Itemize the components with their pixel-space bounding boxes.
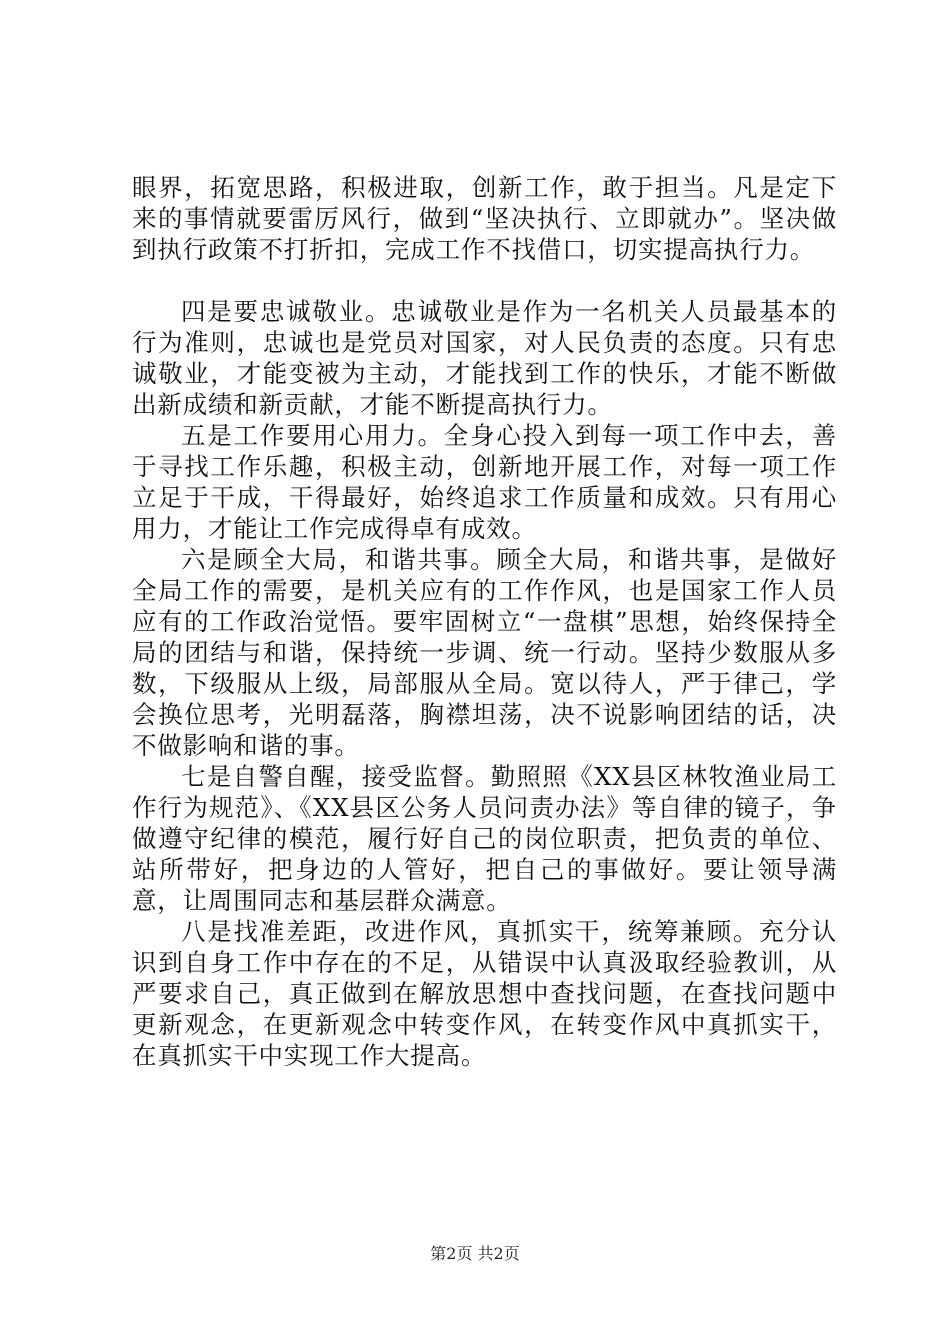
paragraph-loyalty: 四是要忠诚敬业。忠诚敬业是作为一名机关人员最基本的行为准则，忠诚也是党员对国家，对人民负责的态度。只有忠诚敬业，才能变被为主动，才能找到工作的快乐，才能不断做出新成绩和新贡献，才能不断提高执行力。 <box>132 297 837 419</box>
paragraph-continuation: 眼界，拓宽思路，积极进取，创新工作，敢于担当。凡是定下来的事情就要雷厉风行，做到“坚决执行、立即就办”。坚决做到执行政策不打折扣，完成工作不找借口，切实提高执行力。 <box>132 173 837 264</box>
paragraph-dedication: 五是工作要用心用力。全身心投入到每一项工作中去，善于寻找工作乐趣，积极主动，创新地开展工作，对每一项工作立足于干成，干得最好，始终追求工作质量和成效。只有用心用力，才能让工作完成得卓有成效。 <box>132 421 837 543</box>
paragraph-big-picture: 六是顾全大局，和谐共事。顾全大局，和谐共事，是做好全局工作的需要，是机关应有的工作作风，也是国家工作人员应有的工作政治觉悟。要牢固树立“一盘棋”思想，始终保持全局的团结与和谐，保持统一步调、统一行动。坚持少数服从多数，下级服从上级，局部服从全局。宽以待人，严于律己，学会换位思考，光明磊落，胸襟坦荡，决不说影响团结的话，决不做影响和谐的事。 <box>132 545 837 760</box>
paragraph-improvement: 八是找准差距，改进作风，真抓实干，统筹兼顾。充分认识到自身工作中存在的不足，从错误中认真汲取经验教训，从严要求自己，真正做到在解放思想中查找问题，在查找问题中更新观念，在更新观念中转变作风，在转变作风中真抓实干，在真抓实干中实现工作大提高。 <box>132 917 837 1070</box>
paragraph-self-discipline: 七是自警自醒，接受监督。勤照照《XX县区林牧渔业局工作行为规范》、《XX县区公务人员问责办法》等自律的镜子，争做遵守纪律的模范，履行好自己的岗位职责，把负责的单位、站所带好，把身边的人管好，把自己的事做好。要让领导满意，让周围同志和基层群众满意。 <box>132 762 837 915</box>
paragraph-spacer <box>132 265 837 296</box>
document-body <box>132 172 837 1071</box>
page-number-footer: 第2页 共2页 <box>430 1244 520 1263</box>
